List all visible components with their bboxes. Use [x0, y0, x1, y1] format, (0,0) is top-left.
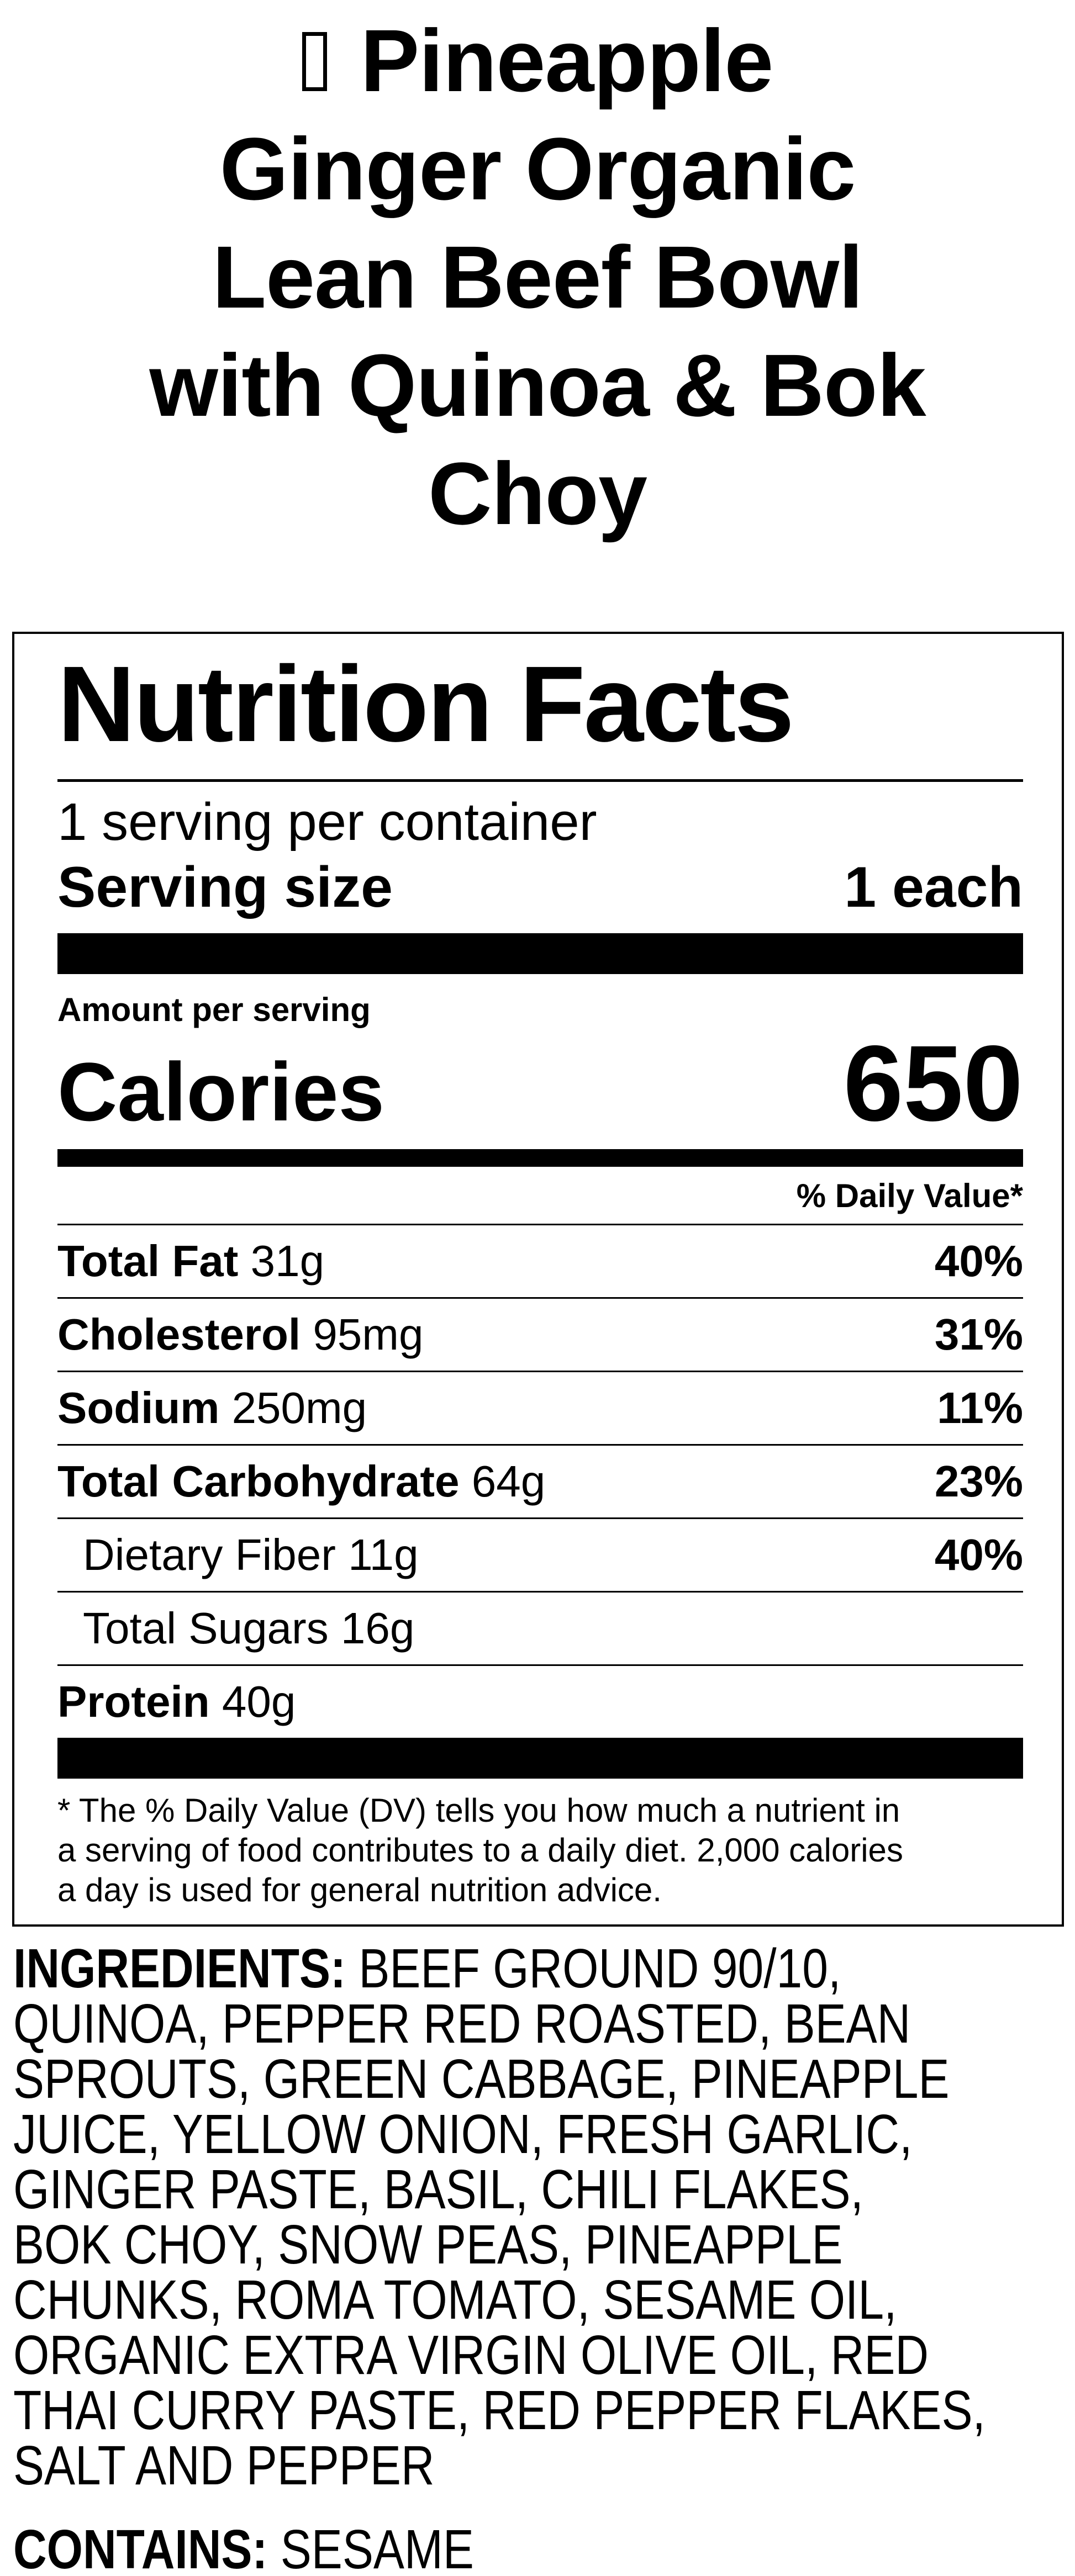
- heading-divider-rule: [57, 779, 1023, 782]
- nutrient-name: Total Sugars: [83, 1604, 329, 1653]
- nutrient-name-amount: [57, 1678, 296, 1726]
- footnote-line-1: * The % Daily Value (DV) tells you how much a nutrient in: [57, 1792, 900, 1829]
- footnote-line-3: a day is used for general nutrition advice.: [57, 1871, 662, 1909]
- nutrient-amount: 16g: [340, 1604, 415, 1653]
- nutrient-name: Total Carbohydrate: [57, 1457, 460, 1506]
- nutrient-name: Protein: [57, 1677, 210, 1727]
- serving-size-label: Serving size: [57, 855, 393, 919]
- nutrient-name-amount: [57, 1531, 419, 1579]
- servings-per-container: 1 serving per container: [57, 792, 597, 851]
- nutrient-amount: 95mg: [313, 1310, 424, 1360]
- nutrient-row-cholesterol: [57, 1299, 1023, 1371]
- ingredients-line-9: THAI CURRY PASTE, RED PEPPER FLAKES,: [13, 2379, 986, 2442]
- product-title-line-2: Ginger Organic: [219, 119, 856, 218]
- serving-size-row: [57, 856, 1023, 919]
- separator-bar-thick-top: [57, 933, 1023, 974]
- nutrient-name: Sodium: [57, 1383, 220, 1433]
- nutrient-row-dietary-fiber: [57, 1519, 1023, 1591]
- calories-row: [57, 1023, 1023, 1144]
- ingredients-line-8: ORGANIC EXTRA VIRGIN OLIVE OIL, RED: [13, 2324, 929, 2387]
- ingredients-line-7: CHUNKS, ROMA TOMATO, SESAME OIL,: [13, 2269, 897, 2331]
- nutrient-amount: 64g: [471, 1457, 546, 1506]
- nutrient-amount: 11g: [348, 1530, 419, 1580]
- product-title-text-1: Pineapple: [360, 11, 773, 110]
- product-title-line-4: with Quinoa & Bok: [149, 336, 926, 435]
- product-title: [0, 7, 1075, 548]
- ingredients-text: BEEF GROUND 90/10,: [359, 1938, 841, 2000]
- nutrient-name-amount: [57, 1604, 414, 1653]
- nutrient-amount: 31g: [250, 1236, 325, 1286]
- ingredients-line-1: [13, 1938, 1075, 2000]
- product-title-line-1: [0, 7, 1075, 115]
- missing-emoji-glyph: [302, 32, 327, 91]
- nutrient-name: Dietary Fiber: [83, 1530, 336, 1580]
- nutrient-name-amount: [57, 1310, 423, 1359]
- separator-bar-medium: [57, 1149, 1023, 1167]
- ingredients-line-4: JUICE, YELLOW ONION, FRESH GARLIC,: [13, 2103, 913, 2166]
- daily-value-footnote: [57, 1791, 1023, 1910]
- nutrient-name: Cholesterol: [57, 1310, 301, 1360]
- ingredients-label: INGREDIENTS:: [13, 1938, 346, 2000]
- nutrient-name-amount: [57, 1384, 367, 1432]
- ingredients-line-5: GINGER PASTE, BASIL, CHILI FLAKES,: [13, 2159, 863, 2221]
- product-title-line-5: Choy: [428, 444, 647, 543]
- product-title-line-3: Lean Beef Bowl: [212, 228, 863, 326]
- nutrient-row-total-sugars: [57, 1593, 1023, 1664]
- ingredients-section: [13, 1938, 1075, 2576]
- nutrient-daily-value: 31%: [934, 1310, 1023, 1360]
- ingredients-list: [13, 1938, 1075, 2497]
- amount-per-serving-label: Amount per serving: [57, 991, 371, 1028]
- ingredients-line-10: SALT AND PEPPER: [13, 2435, 435, 2497]
- nutrition-facts-panel: [12, 632, 1064, 1927]
- nutrient-name-amount: [57, 1237, 324, 1286]
- nutrient-amount: 40g: [222, 1677, 296, 1727]
- separator-bar-thick-bottom: [57, 1738, 1023, 1779]
- nutrient-row-sodium: [57, 1372, 1023, 1444]
- nutrient-name-amount: [57, 1457, 545, 1506]
- ingredients-line-3: SPROUTS, GREEN CABBAGE, PINEAPPLE: [13, 2048, 950, 2110]
- contains-label: CONTAINS:: [13, 2519, 268, 2576]
- nutrient-daily-value: 40%: [934, 1530, 1023, 1580]
- nutrient-daily-value: 23%: [934, 1457, 1023, 1506]
- serving-size-value: 1 each: [844, 855, 1023, 919]
- ingredients-line-2: QUINOA, PEPPER RED ROASTED, BEAN: [13, 1993, 911, 2055]
- nutrition-facts-heading: Nutrition Facts: [57, 644, 793, 764]
- calories-value: 650: [843, 1023, 1023, 1144]
- contains-value: SESAME: [280, 2519, 474, 2576]
- footnote-line-2: a serving of food contributes to a daily diet. 2,000 calories: [57, 1832, 903, 1869]
- daily-value-header: % Daily Value*: [796, 1177, 1023, 1215]
- nutrient-daily-value: 40%: [934, 1236, 1023, 1286]
- nutrient-name: Total Fat: [57, 1236, 239, 1286]
- nutrient-row-total-carbohydrate: [57, 1446, 1023, 1517]
- allergen-contains-statement: [13, 2519, 1075, 2576]
- nutrient-row-total-fat: [57, 1225, 1023, 1297]
- nutrient-daily-value: 11%: [937, 1383, 1023, 1433]
- nutrient-row-protein: [57, 1666, 1023, 1738]
- ingredients-line-6: BOK CHOY, SNOW PEAS, PINEAPPLE: [13, 2214, 843, 2276]
- nutrient-amount: 250mg: [231, 1383, 367, 1433]
- calories-label: Calories: [57, 1045, 384, 1138]
